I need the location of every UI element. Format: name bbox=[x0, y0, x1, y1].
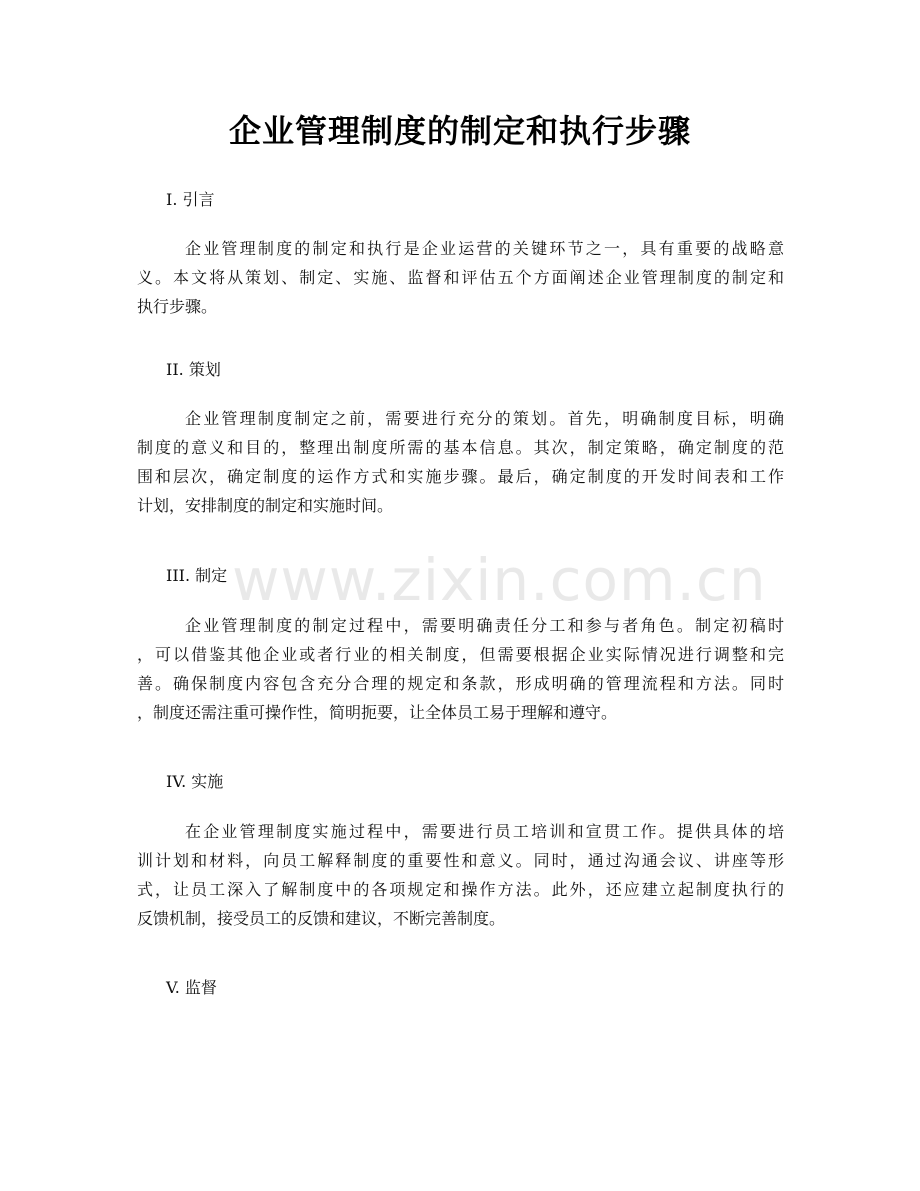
paragraph-line: 反馈机制，接受员工的反馈和建议，不断完善制度。 bbox=[137, 909, 506, 928]
section-paragraph-formulation bbox=[137, 611, 784, 727]
paragraph-line: 式，让员工深入了解制度中的各项规定和操作方法。此外，还应建立起制度执行的 bbox=[137, 880, 784, 899]
section-paragraph-planning bbox=[137, 404, 784, 520]
paragraph-line: ，制度还需注重可操作性，简明扼要，让全体员工易于理解和遵守。 bbox=[137, 703, 618, 722]
paragraph-line: 训计划和材料，向员工解释制度的重要性和意义。同时，通过沟通会议、讲座等形 bbox=[137, 851, 784, 870]
section-heading-formulation: III. 制定 bbox=[166, 566, 228, 585]
section-heading-implementation: IV. 实施 bbox=[166, 772, 224, 791]
document-title: 企业管理制度的制定和执行步骤 bbox=[228, 112, 691, 150]
paragraph-line: 在企业管理制度实施过程中，需要进行员工培训和宣贯工作。提供具体的培 bbox=[185, 822, 784, 841]
paragraph-line: 围和层次，确定制度的运作方式和实施步骤。最后，确定制度的开发时间表和工作 bbox=[137, 467, 784, 486]
paragraph-line: 执行步骤。 bbox=[137, 297, 218, 316]
paragraph-line: 企业管理制度的制定和执行是企业运营的关键环节之一，具有重要的战略意 bbox=[185, 239, 784, 258]
paragraph-line: 计划，安排制度的制定和实施时间。 bbox=[137, 496, 394, 515]
section-paragraph-intro bbox=[137, 234, 784, 321]
paragraph-line: ，可以借鉴其他企业或者行业的相关制度，但需要根据企业实际情况进行调整和完 bbox=[137, 645, 784, 664]
paragraph-line: 制度的意义和目的，整理出制度所需的基本信息。其次，制定策略，确定制度的范 bbox=[137, 438, 784, 457]
section-heading-intro: I. 引言 bbox=[166, 190, 215, 209]
section-heading-supervision: V. 监督 bbox=[166, 978, 217, 997]
watermark: www.zixin.com.cn bbox=[232, 546, 767, 614]
paragraph-line: 义。本文将从策划、制定、实施、监督和评估五个方面阐述企业管理制度的制定和 bbox=[137, 268, 784, 287]
section-heading-planning: II. 策划 bbox=[166, 360, 221, 379]
paragraph-line: 善。确保制度内容包含充分合理的规定和条款，形成明确的管理流程和方法。同时 bbox=[137, 674, 784, 693]
paragraph-line: 企业管理制度制定之前，需要进行充分的策划。首先，明确制度目标，明确 bbox=[185, 409, 784, 428]
section-paragraph-implementation bbox=[137, 817, 784, 933]
paragraph-line: 企业管理制度的制定过程中，需要明确责任分工和参与者角色。制定初稿时 bbox=[185, 616, 784, 635]
